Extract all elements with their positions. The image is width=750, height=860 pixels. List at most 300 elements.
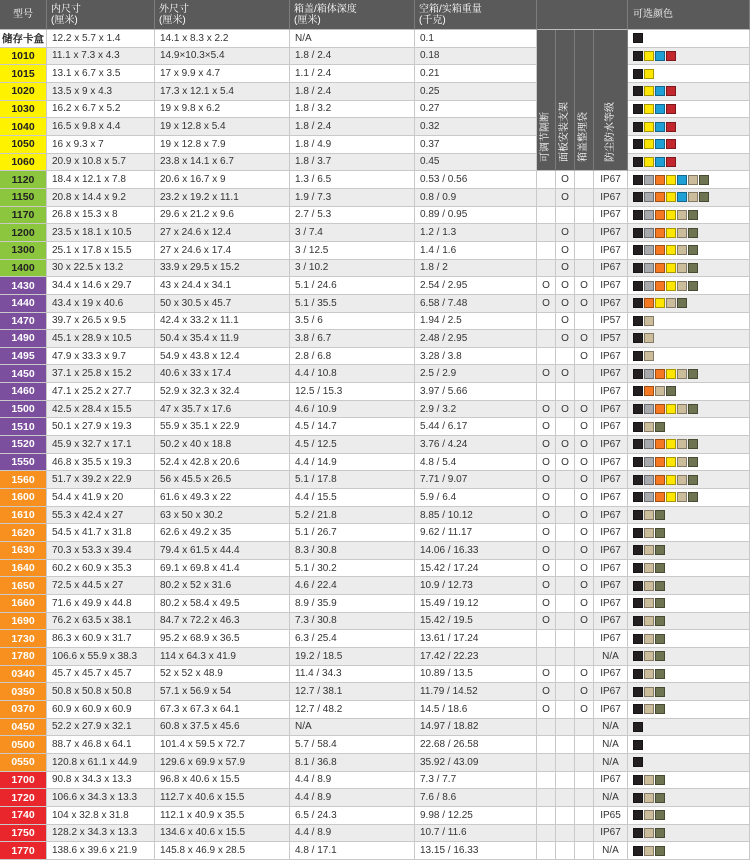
color-swatch-black bbox=[633, 528, 643, 538]
color-swatch-gray bbox=[644, 492, 654, 502]
weight-cell: 14.06 / 16.33 bbox=[415, 542, 537, 560]
color-swatch-black bbox=[633, 651, 643, 661]
weight-cell: 7.6 / 8.6 bbox=[415, 789, 537, 807]
weight-cell: 2.5 / 2.9 bbox=[415, 365, 537, 383]
weight-cell: 1.8 / 2 bbox=[415, 260, 537, 278]
outer-dims-cell: 19 x 12.8 x 5.4 bbox=[155, 118, 290, 136]
panel-mount-cell bbox=[556, 825, 575, 843]
color-swatch-tan bbox=[644, 581, 654, 591]
weight-cell: 13.61 / 17.24 bbox=[415, 630, 537, 648]
panel-mount-cell: O bbox=[556, 365, 575, 383]
lid-organizer-cell: O bbox=[575, 330, 594, 348]
colors-cell bbox=[628, 154, 750, 172]
lid-organizer-cell bbox=[575, 383, 594, 401]
colors-cell bbox=[628, 613, 750, 631]
adjustable-divider-cell bbox=[537, 171, 556, 189]
color-swatch-blue bbox=[655, 139, 665, 149]
color-swatch-tan bbox=[677, 404, 687, 414]
ip-rating-cell: IP67 bbox=[594, 189, 628, 207]
model-cell: 1700 bbox=[0, 772, 47, 790]
adjustable-divider-cell: O bbox=[537, 542, 556, 560]
panel-mount-cell bbox=[556, 683, 575, 701]
ip-rating-cell: IP67 bbox=[594, 577, 628, 595]
ip-rating-cell: IP67 bbox=[594, 401, 628, 419]
color-swatch-black bbox=[633, 722, 643, 732]
color-swatch-gray bbox=[644, 404, 654, 414]
model-cell: 1030 bbox=[0, 101, 47, 119]
outer-dims-cell: 23.2 x 19.2 x 11.1 bbox=[155, 189, 290, 207]
color-swatch-tan bbox=[644, 528, 654, 538]
model-cell: 1560 bbox=[0, 471, 47, 489]
color-swatch-orange bbox=[655, 369, 665, 379]
ip-rating-cell: N/A bbox=[594, 754, 628, 772]
inner-dims-cell: 20.8 x 14.4 x 9.2 bbox=[47, 189, 155, 207]
adjustable-divider-cell: O bbox=[537, 683, 556, 701]
header-depth bbox=[290, 0, 415, 30]
colors-cell bbox=[628, 207, 750, 225]
model-cell: 0370 bbox=[0, 701, 47, 719]
lid-organizer-cell bbox=[575, 189, 594, 207]
outer-dims-cell: 95.2 x 68.9 x 36.5 bbox=[155, 630, 290, 648]
color-swatch-tan bbox=[677, 439, 687, 449]
lid-organizer-cell bbox=[575, 242, 594, 260]
panel-mount-cell bbox=[556, 489, 575, 507]
color-swatch-tan bbox=[644, 333, 654, 343]
ip-rating-cell: IP67 bbox=[594, 683, 628, 701]
color-swatch-black bbox=[633, 439, 643, 449]
ip-rating-cell: IP67 bbox=[594, 454, 628, 472]
header-colors bbox=[628, 0, 750, 30]
header-ip-rating bbox=[594, 30, 628, 171]
outer-dims-cell: 50 x 30.5 x 45.7 bbox=[155, 295, 290, 313]
color-swatch-tan bbox=[644, 563, 654, 573]
adjustable-divider-cell: O bbox=[537, 489, 556, 507]
panel-mount-cell: O bbox=[556, 242, 575, 260]
ip-rating-cell: IP67 bbox=[594, 825, 628, 843]
depth-cell: 2.7 / 5.3 bbox=[290, 207, 415, 225]
color-swatch-black bbox=[633, 192, 643, 202]
weight-cell: 6.58 / 7.48 bbox=[415, 295, 537, 313]
depth-cell: 11.4 / 34.3 bbox=[290, 666, 415, 684]
color-swatch-tan bbox=[655, 386, 665, 396]
color-swatch-olive bbox=[688, 210, 698, 220]
weight-cell: 0.8 / 0.9 bbox=[415, 189, 537, 207]
inner-dims-cell: 50.1 x 27.9 x 19.3 bbox=[47, 418, 155, 436]
colors-cell bbox=[628, 383, 750, 401]
weight-cell: 8.85 / 10.12 bbox=[415, 507, 537, 525]
panel-mount-cell bbox=[556, 630, 575, 648]
colors-cell bbox=[628, 436, 750, 454]
color-swatch-olive bbox=[655, 669, 665, 679]
ip-rating-cell: IP67 bbox=[594, 560, 628, 578]
color-swatch-tan bbox=[677, 263, 687, 273]
colors-cell bbox=[628, 418, 750, 436]
color-swatch-black bbox=[633, 545, 643, 555]
model-cell: 1040 bbox=[0, 118, 47, 136]
inner-dims-cell: 54.4 x 41.9 x 20 bbox=[47, 489, 155, 507]
color-swatch-orange bbox=[655, 263, 665, 273]
color-swatch-yellow bbox=[644, 69, 654, 79]
panel-mount-cell bbox=[556, 701, 575, 719]
color-swatch-black bbox=[633, 104, 643, 114]
colors-cell bbox=[628, 224, 750, 242]
depth-cell: 3.8 / 6.7 bbox=[290, 330, 415, 348]
color-swatch-olive bbox=[688, 457, 698, 467]
color-swatch-olive bbox=[655, 828, 665, 838]
weight-cell: 35.92 / 43.09 bbox=[415, 754, 537, 772]
colors-cell bbox=[628, 825, 750, 843]
depth-cell: 1.8 / 3.7 bbox=[290, 154, 415, 172]
adjustable-divider-cell bbox=[537, 789, 556, 807]
weight-cell: 15.49 / 19.12 bbox=[415, 595, 537, 613]
color-swatch-tan bbox=[644, 651, 654, 661]
color-swatch-tan bbox=[644, 793, 654, 803]
lid-organizer-cell: O bbox=[575, 401, 594, 419]
color-swatch-gray bbox=[644, 210, 654, 220]
color-swatch-black bbox=[633, 846, 643, 856]
lid-organizer-cell: O bbox=[575, 507, 594, 525]
color-swatch-black bbox=[633, 422, 643, 432]
color-swatch-tan bbox=[688, 175, 698, 185]
outer-dims-cell: 55.9 x 35.1 x 22.9 bbox=[155, 418, 290, 436]
colors-cell bbox=[628, 736, 750, 754]
lid-organizer-cell: O bbox=[575, 666, 594, 684]
color-swatch-olive bbox=[655, 810, 665, 820]
adjustable-divider-cell bbox=[537, 189, 556, 207]
colors-cell bbox=[628, 83, 750, 101]
ip-rating-cell: IP67 bbox=[594, 418, 628, 436]
outer-dims-cell: 129.6 x 69.9 x 57.9 bbox=[155, 754, 290, 772]
color-swatch-yellow bbox=[644, 139, 654, 149]
color-swatch-tan bbox=[644, 545, 654, 555]
model-cell: 0350 bbox=[0, 683, 47, 701]
color-swatch-orange bbox=[655, 228, 665, 238]
color-swatch-gray bbox=[644, 245, 654, 255]
ip-rating-cell: N/A bbox=[594, 842, 628, 860]
header-ip-rating-label: 防尘防水等级 bbox=[604, 102, 616, 163]
weight-cell: 0.53 / 0.56 bbox=[415, 171, 537, 189]
color-swatch-black bbox=[633, 616, 643, 626]
outer-dims-cell: 101.4 x 59.5 x 72.7 bbox=[155, 736, 290, 754]
outer-dims-cell: 43 x 24.4 x 34.1 bbox=[155, 277, 290, 295]
depth-cell: 4.4 / 14.9 bbox=[290, 454, 415, 472]
depth-cell: 8.1 / 36.8 bbox=[290, 754, 415, 772]
header-weight-label: 空箱/实箱重量 bbox=[419, 4, 482, 15]
color-swatch-black bbox=[633, 457, 643, 467]
color-swatch-olive bbox=[688, 404, 698, 414]
inner-dims-cell: 106.6 x 55.9 x 38.3 bbox=[47, 648, 155, 666]
lid-organizer-cell: O bbox=[575, 277, 594, 295]
panel-mount-cell bbox=[556, 207, 575, 225]
inner-dims-cell: 51.7 x 39.2 x 22.9 bbox=[47, 471, 155, 489]
depth-cell: 19.2 / 18.5 bbox=[290, 648, 415, 666]
model-cell: 0340 bbox=[0, 666, 47, 684]
color-swatch-black bbox=[633, 69, 643, 79]
model-cell: 1490 bbox=[0, 330, 47, 348]
ip-rating-cell: IP67 bbox=[594, 542, 628, 560]
inner-dims-cell: 50.8 x 50.8 x 50.8 bbox=[47, 683, 155, 701]
outer-dims-cell: 23.8 x 14.1 x 6.7 bbox=[155, 154, 290, 172]
outer-dims-cell: 27 x 24.6 x 17.4 bbox=[155, 242, 290, 260]
adjustable-divider-cell: O bbox=[537, 365, 556, 383]
panel-mount-cell bbox=[556, 348, 575, 366]
model-cell: 1120 bbox=[0, 171, 47, 189]
color-swatch-black bbox=[633, 775, 643, 785]
color-swatch-tan bbox=[644, 634, 654, 644]
model-cell: 1740 bbox=[0, 807, 47, 825]
weight-cell: 1.4 / 1.6 bbox=[415, 242, 537, 260]
depth-cell: 1.1 / 2.4 bbox=[290, 65, 415, 83]
lid-organizer-cell bbox=[575, 825, 594, 843]
panel-mount-cell: O bbox=[556, 171, 575, 189]
color-swatch-black bbox=[633, 828, 643, 838]
model-cell: 0550 bbox=[0, 754, 47, 772]
inner-dims-cell: 47.9 x 33.3 x 9.7 bbox=[47, 348, 155, 366]
colors-cell bbox=[628, 348, 750, 366]
model-cell: 1430 bbox=[0, 277, 47, 295]
outer-dims-cell: 19 x 12.8 x 7.9 bbox=[155, 136, 290, 154]
color-swatch-yellow bbox=[666, 228, 676, 238]
color-swatch-olive bbox=[688, 263, 698, 273]
weight-cell: 0.89 / 0.95 bbox=[415, 207, 537, 225]
colors-cell bbox=[628, 666, 750, 684]
color-swatch-orange bbox=[655, 245, 665, 255]
adjustable-divider-cell bbox=[537, 313, 556, 331]
depth-cell: 4.4 / 8.9 bbox=[290, 825, 415, 843]
panel-mount-cell: O bbox=[556, 454, 575, 472]
model-cell: 1730 bbox=[0, 630, 47, 648]
color-swatch-yellow bbox=[666, 281, 676, 291]
model-cell: 1440 bbox=[0, 295, 47, 313]
weight-cell: 0.1 bbox=[415, 30, 537, 48]
outer-dims-cell: 56 x 45.5 x 26.5 bbox=[155, 471, 290, 489]
model-cell: 1690 bbox=[0, 613, 47, 631]
panel-mount-cell bbox=[556, 754, 575, 772]
color-swatch-olive bbox=[655, 687, 665, 697]
color-swatch-yellow bbox=[644, 122, 654, 132]
ip-rating-cell: IP67 bbox=[594, 595, 628, 613]
weight-cell: 10.89 / 13.5 bbox=[415, 666, 537, 684]
depth-cell: 4.6 / 10.9 bbox=[290, 401, 415, 419]
inner-dims-cell: 34.4 x 14.6 x 29.7 bbox=[47, 277, 155, 295]
inner-dims-cell: 90.8 x 34.3 x 13.3 bbox=[47, 772, 155, 790]
panel-mount-cell: O bbox=[556, 330, 575, 348]
adjustable-divider-cell bbox=[537, 348, 556, 366]
ip-rating-cell: IP67 bbox=[594, 630, 628, 648]
lid-organizer-cell: O bbox=[575, 701, 594, 719]
color-swatch-olive bbox=[677, 298, 687, 308]
adjustable-divider-cell bbox=[537, 772, 556, 790]
color-swatch-black bbox=[633, 369, 643, 379]
header-weight bbox=[415, 0, 537, 30]
lid-organizer-cell: O bbox=[575, 489, 594, 507]
color-swatch-black bbox=[633, 669, 643, 679]
outer-dims-cell: 52.4 x 42.8 x 20.6 bbox=[155, 454, 290, 472]
model-cell: 1050 bbox=[0, 136, 47, 154]
panel-mount-cell bbox=[556, 736, 575, 754]
color-swatch-olive bbox=[655, 422, 665, 432]
lid-organizer-cell: O bbox=[575, 348, 594, 366]
adjustable-divider-cell: O bbox=[537, 560, 556, 578]
model-cell: 1620 bbox=[0, 524, 47, 542]
adjustable-divider-cell: O bbox=[537, 701, 556, 719]
inner-dims-cell: 37.1 x 25.8 x 15.2 bbox=[47, 365, 155, 383]
depth-cell: 8.9 / 35.9 bbox=[290, 595, 415, 613]
color-swatch-olive bbox=[655, 634, 665, 644]
color-swatch-black bbox=[633, 316, 643, 326]
color-swatch-orange bbox=[655, 457, 665, 467]
color-swatch-yellow bbox=[666, 404, 676, 414]
ip-rating-cell: IP67 bbox=[594, 489, 628, 507]
color-swatch-yellow bbox=[666, 457, 676, 467]
header-inner-dims-label: 内尺寸 bbox=[51, 4, 81, 15]
depth-cell: 7.3 / 30.8 bbox=[290, 613, 415, 631]
depth-cell: 4.4 / 15.5 bbox=[290, 489, 415, 507]
header-depth-unit: (厘米) bbox=[294, 15, 321, 26]
color-swatch-blue bbox=[655, 51, 665, 61]
panel-mount-cell: O bbox=[556, 224, 575, 242]
weight-cell: 0.18 bbox=[415, 48, 537, 66]
panel-mount-cell bbox=[556, 789, 575, 807]
adjustable-divider-cell bbox=[537, 807, 556, 825]
ip-rating-cell: N/A bbox=[594, 648, 628, 666]
outer-dims-cell: 134.6 x 40.6 x 15.5 bbox=[155, 825, 290, 843]
panel-mount-cell bbox=[556, 577, 575, 595]
color-swatch-black bbox=[633, 704, 643, 714]
outer-dims-cell: 84.7 x 72.2 x 46.3 bbox=[155, 613, 290, 631]
model-cell: 1500 bbox=[0, 401, 47, 419]
model-cell: 1495 bbox=[0, 348, 47, 366]
color-swatch-yellow bbox=[666, 439, 676, 449]
panel-mount-cell bbox=[556, 648, 575, 666]
weight-cell: 4.8 / 5.4 bbox=[415, 454, 537, 472]
color-swatch-black bbox=[633, 740, 643, 750]
weight-cell: 3.97 / 5.66 bbox=[415, 383, 537, 401]
color-swatch-black bbox=[633, 157, 643, 167]
lid-organizer-cell bbox=[575, 754, 594, 772]
color-swatch-orange bbox=[655, 404, 665, 414]
inner-dims-cell: 12.2 x 5.7 x 1.4 bbox=[47, 30, 155, 48]
color-swatch-tan bbox=[644, 422, 654, 432]
ip-rating-cell: IP57 bbox=[594, 313, 628, 331]
depth-cell: 12.5 / 15.3 bbox=[290, 383, 415, 401]
model-cell: 1610 bbox=[0, 507, 47, 525]
weight-cell: 3.28 / 3.8 bbox=[415, 348, 537, 366]
adjustable-divider-cell: O bbox=[537, 524, 556, 542]
depth-cell: 8.3 / 30.8 bbox=[290, 542, 415, 560]
weight-cell: 9.62 / 11.17 bbox=[415, 524, 537, 542]
inner-dims-cell: 128.2 x 34.3 x 13.3 bbox=[47, 825, 155, 843]
panel-mount-cell: O bbox=[556, 401, 575, 419]
depth-cell: 1.9 / 7.3 bbox=[290, 189, 415, 207]
weight-cell: 15.42 / 17.24 bbox=[415, 560, 537, 578]
depth-cell: 4.4 / 8.9 bbox=[290, 789, 415, 807]
inner-dims-cell: 42.5 x 28.4 x 15.5 bbox=[47, 401, 155, 419]
adjustable-divider-cell: O bbox=[537, 436, 556, 454]
model-cell: 1300 bbox=[0, 242, 47, 260]
outer-dims-cell: 20.6 x 16.7 x 9 bbox=[155, 171, 290, 189]
depth-cell: 1.8 / 4.9 bbox=[290, 136, 415, 154]
color-swatch-tan bbox=[677, 492, 687, 502]
model-cell: 1200 bbox=[0, 224, 47, 242]
panel-mount-cell bbox=[556, 418, 575, 436]
colors-cell bbox=[628, 772, 750, 790]
colors-cell bbox=[628, 595, 750, 613]
inner-dims-cell: 47.1 x 25.2 x 27.7 bbox=[47, 383, 155, 401]
ip-rating-cell: IP67 bbox=[594, 666, 628, 684]
ip-rating-cell: N/A bbox=[594, 789, 628, 807]
color-swatch-gray bbox=[644, 263, 654, 273]
weight-cell: 5.44 / 6.17 bbox=[415, 418, 537, 436]
color-swatch-orange bbox=[655, 492, 665, 502]
color-swatch-black bbox=[633, 475, 643, 485]
depth-cell: 1.8 / 2.4 bbox=[290, 83, 415, 101]
colors-cell bbox=[628, 48, 750, 66]
color-swatch-olive bbox=[655, 545, 665, 555]
panel-mount-cell bbox=[556, 595, 575, 613]
panel-mount-cell: O bbox=[556, 189, 575, 207]
model-cell: 1460 bbox=[0, 383, 47, 401]
color-swatch-black bbox=[633, 351, 643, 361]
colors-cell bbox=[628, 754, 750, 772]
colors-cell bbox=[628, 701, 750, 719]
model-cell: 1010 bbox=[0, 48, 47, 66]
depth-cell: N/A bbox=[290, 719, 415, 737]
color-swatch-tan bbox=[644, 828, 654, 838]
color-swatch-orange bbox=[655, 210, 665, 220]
lid-organizer-cell bbox=[575, 260, 594, 278]
lid-organizer-cell bbox=[575, 207, 594, 225]
weight-cell: 11.79 / 14.52 bbox=[415, 683, 537, 701]
inner-dims-cell: 16 x 9.3 x 7 bbox=[47, 136, 155, 154]
color-swatch-gray bbox=[644, 281, 654, 291]
ip-rating-cell: IP67 bbox=[594, 471, 628, 489]
panel-mount-cell bbox=[556, 542, 575, 560]
panel-mount-cell bbox=[556, 524, 575, 542]
color-swatch-tan bbox=[677, 457, 687, 467]
outer-dims-cell: 114 x 64.3 x 41.9 bbox=[155, 648, 290, 666]
weight-cell: 10.7 / 11.6 bbox=[415, 825, 537, 843]
header-depth-label: 箱盖/箱体深度 bbox=[294, 4, 357, 15]
color-swatch-tan bbox=[644, 616, 654, 626]
ip-rating-cell: IP67 bbox=[594, 295, 628, 313]
color-swatch-orange bbox=[644, 386, 654, 396]
color-swatch-tan bbox=[688, 192, 698, 202]
inner-dims-cell: 23.5 x 18.1 x 10.5 bbox=[47, 224, 155, 242]
depth-cell: 1.8 / 3.2 bbox=[290, 101, 415, 119]
color-swatch-black bbox=[633, 86, 643, 96]
depth-cell: 5.1 / 35.5 bbox=[290, 295, 415, 313]
color-swatch-tan bbox=[677, 475, 687, 485]
color-swatch-orange bbox=[655, 192, 665, 202]
outer-dims-cell: 54.9 x 43.8 x 12.4 bbox=[155, 348, 290, 366]
ip-rating-cell: IP67 bbox=[594, 701, 628, 719]
color-swatch-blue bbox=[655, 104, 665, 114]
outer-dims-cell: 47 x 35.7 x 17.6 bbox=[155, 401, 290, 419]
color-swatch-blue bbox=[677, 175, 687, 185]
inner-dims-cell: 55.3 x 42.4 x 27 bbox=[47, 507, 155, 525]
header-weight-unit: (千克) bbox=[419, 15, 446, 26]
color-swatch-tan bbox=[677, 245, 687, 255]
depth-cell: 5.1 / 30.2 bbox=[290, 560, 415, 578]
adjustable-divider-cell bbox=[537, 648, 556, 666]
color-swatch-tan bbox=[644, 351, 654, 361]
depth-cell: 6.5 / 24.3 bbox=[290, 807, 415, 825]
colors-cell bbox=[628, 365, 750, 383]
header-lid-organizer bbox=[575, 30, 594, 171]
header-inner-dims bbox=[47, 0, 155, 30]
color-swatch-gray bbox=[644, 228, 654, 238]
